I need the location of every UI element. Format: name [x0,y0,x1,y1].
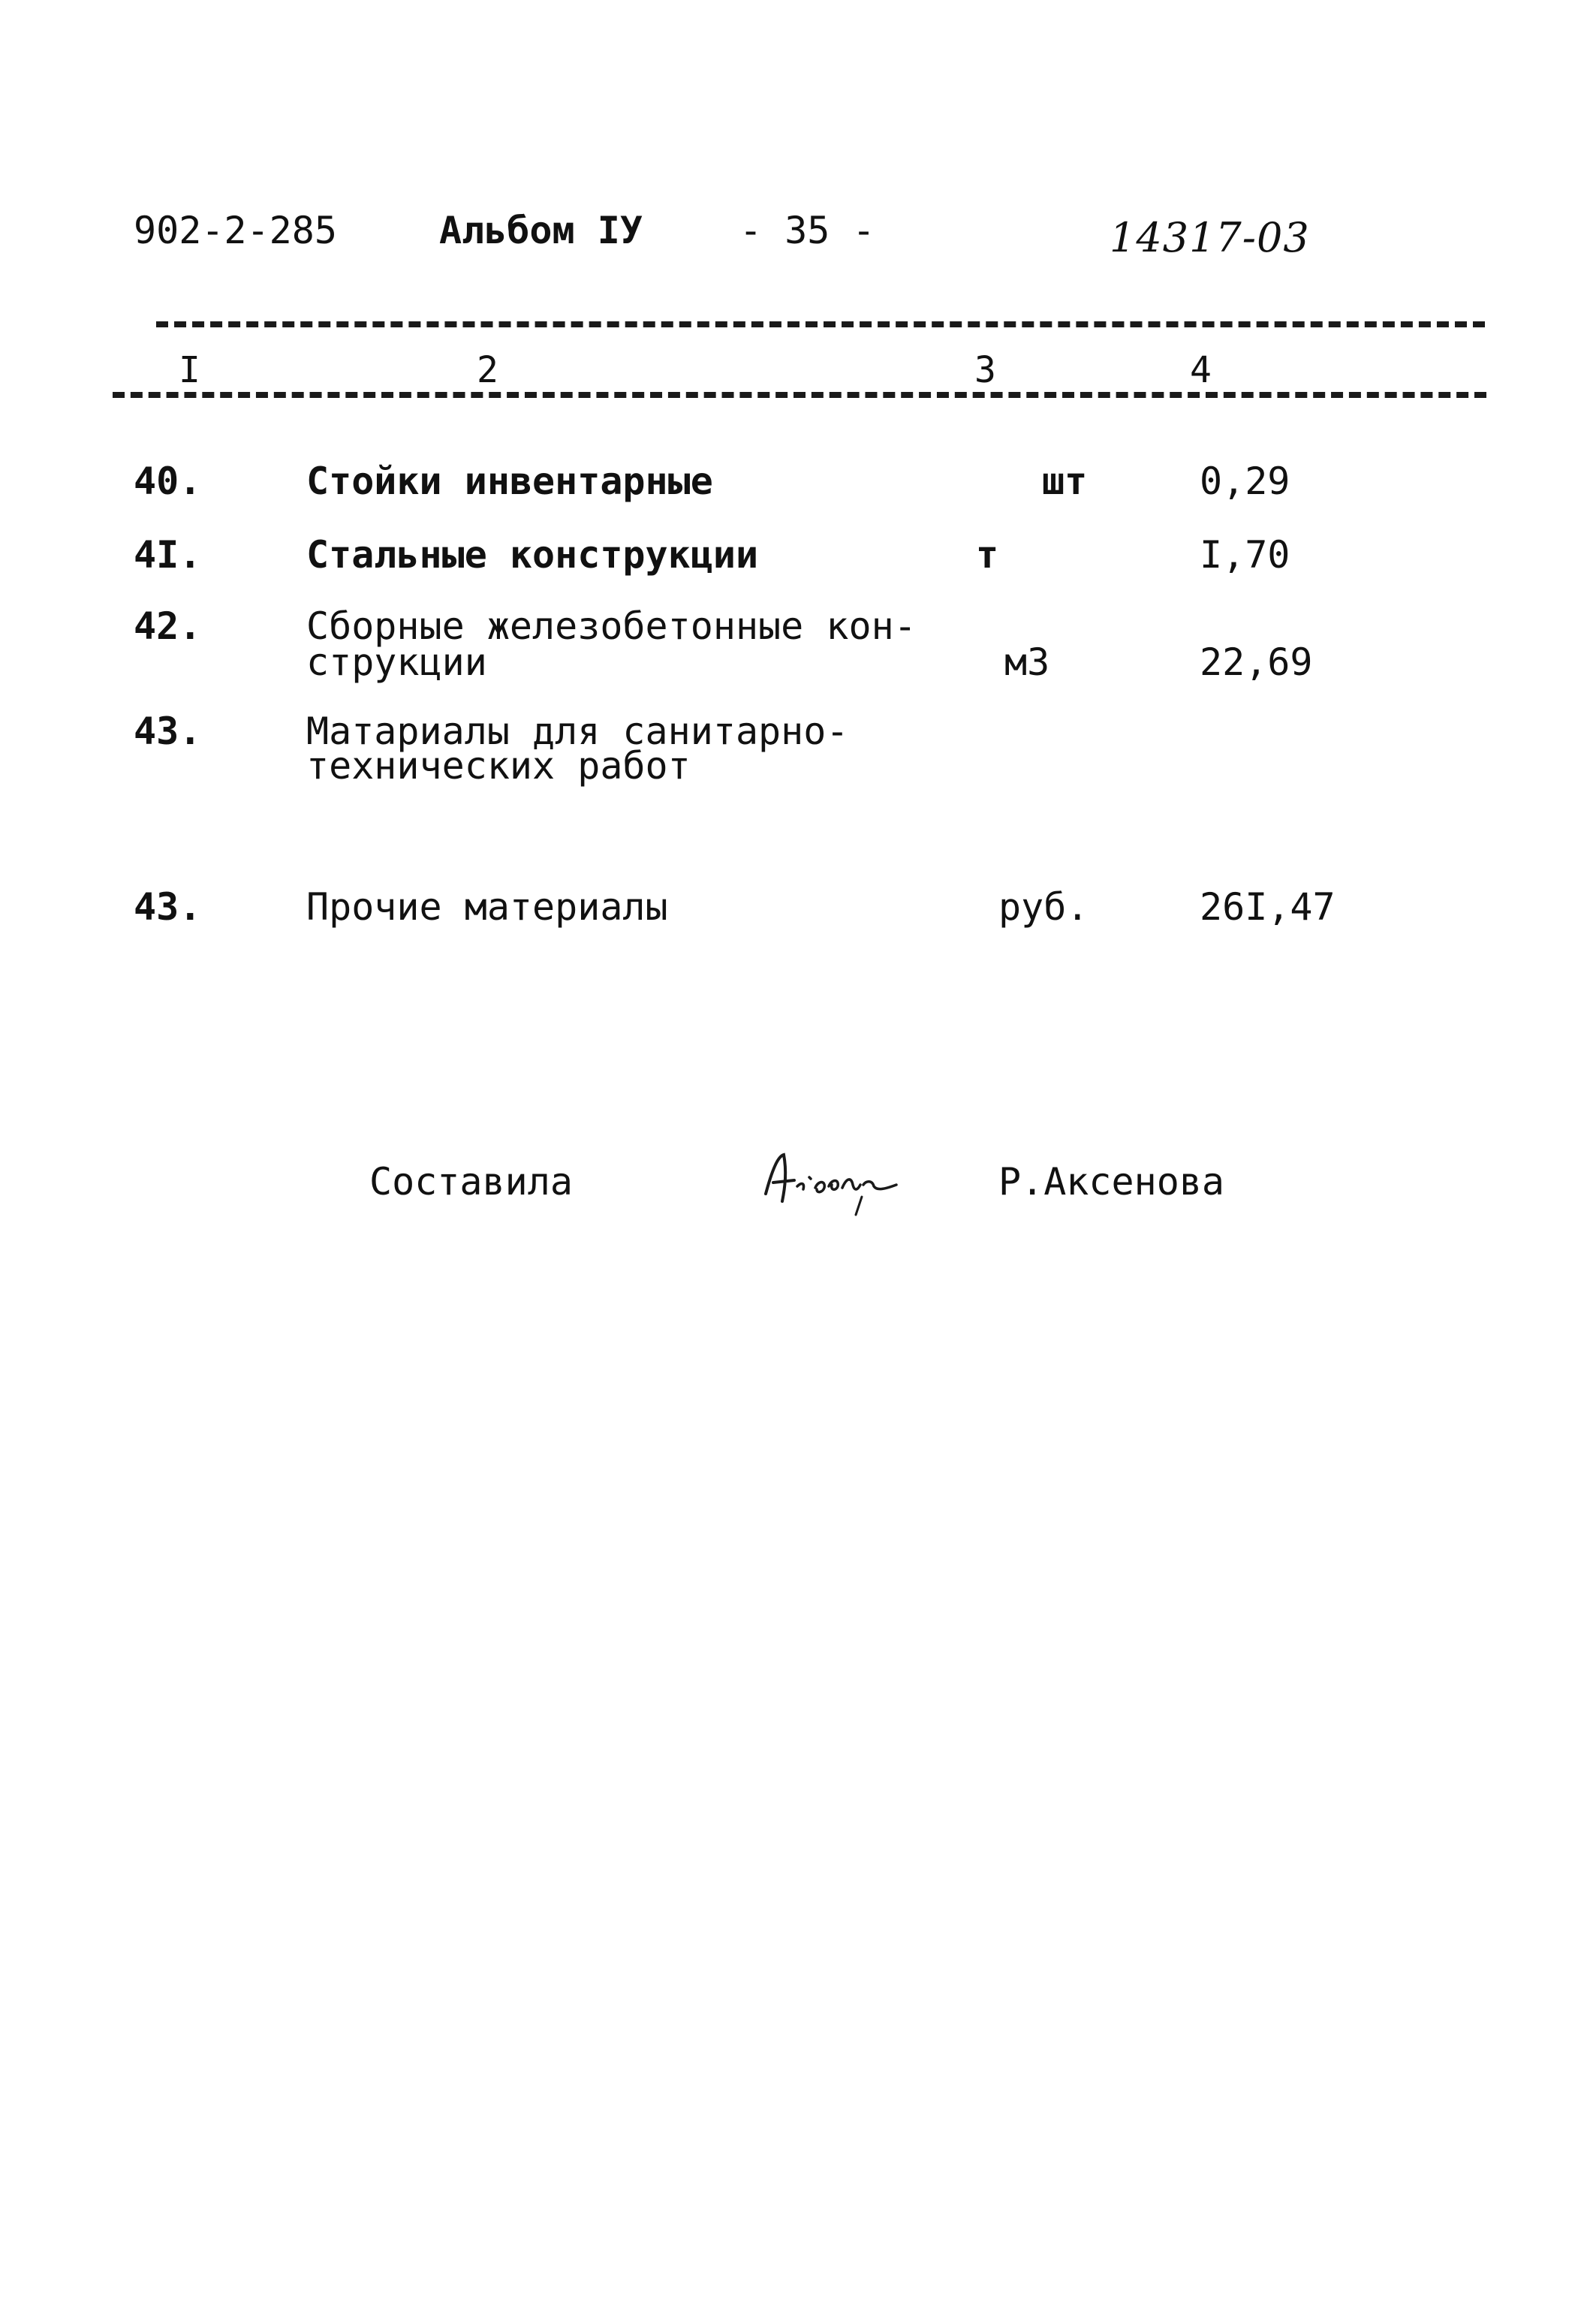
column-number-2: 2 [477,349,498,391]
handwritten-inventory-number: 14317-03 [1110,214,1310,261]
item-value: 26I,47 [1200,885,1336,929]
row-number: 43. [134,710,202,753]
item-name: Прочие материалы [306,885,668,929]
page-number: - 35 - [739,209,875,252]
item-value: I,70 [1200,533,1290,577]
item-name: Сборные железобетонные кон- [306,604,917,648]
row-number: 42. [134,604,202,648]
row-number: 4I. [134,533,202,577]
handwritten-signature [751,1141,946,1234]
item-name-continued: технических работ [306,744,691,788]
document-code: 902-2-285 [134,209,337,252]
item-unit: т [976,533,999,577]
item-name-continued: струкции [306,640,487,684]
item-unit: руб. [998,885,1089,929]
compiled-by-label: Составила [369,1160,573,1204]
table-header-rule [113,392,1486,398]
row-number: 43. [134,885,202,929]
item-unit: шт [1042,459,1088,503]
item-name: Стальные конструкции [306,533,759,577]
album-label: Альбом IУ [439,209,643,252]
item-value: 22,69 [1200,640,1313,684]
column-number-4: 4 [1190,349,1212,391]
column-number-1: I [179,349,200,391]
item-value: 0,29 [1200,459,1290,503]
item-unit: м3 [1004,640,1050,684]
row-number: 40. [134,459,202,503]
column-number-3: 3 [974,349,996,391]
item-name: Стойки инвентарные [306,459,713,503]
table-top-rule [156,321,1485,327]
compiler-name: Р.Аксенова [998,1160,1225,1204]
item-name: Матариалы для санитарно- [306,710,849,753]
